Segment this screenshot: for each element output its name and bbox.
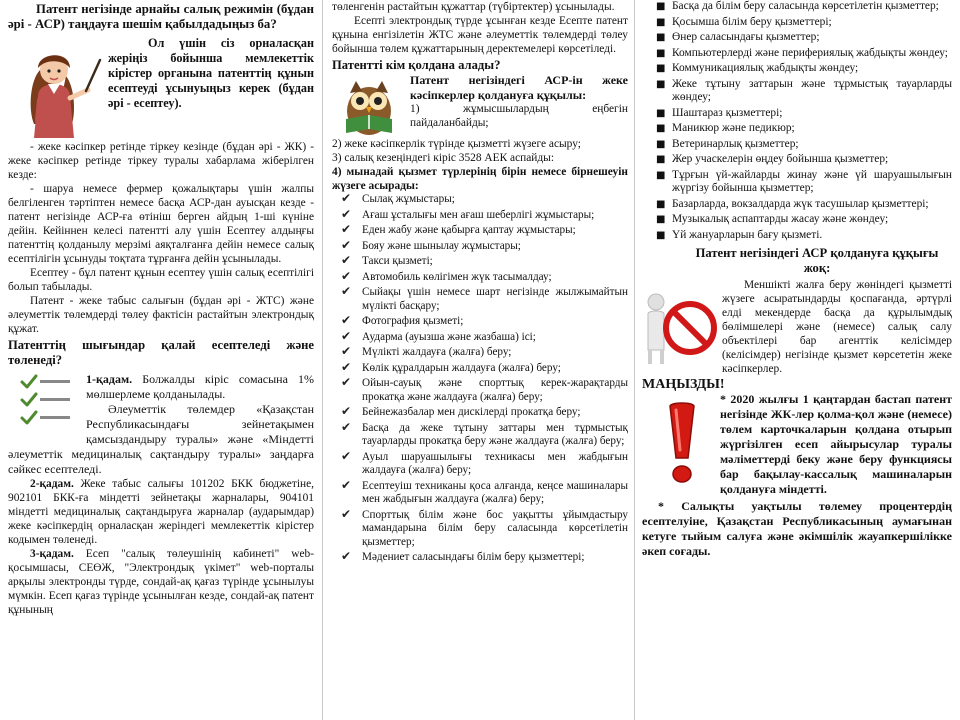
activity-text: Басқа да жеке тұтыну заттары мен тұрмыстық тауарларды прокатқа беру және жалдауға (жалға) беру; <box>362 421 628 447</box>
activity-item <box>642 229 952 243</box>
activity-item <box>642 47 952 61</box>
activity-text: Музыкалық аспаптарды жасау және жөндеу; <box>672 213 889 225</box>
step-2-title: 2-қадам. <box>30 478 74 490</box>
activity-item <box>332 506 628 550</box>
check-icon: ✔ <box>341 313 352 327</box>
square-bullet-icon: ■ <box>656 138 666 150</box>
important-heading: МАҢЫЗДЫ! <box>642 377 725 392</box>
exclamation-icon <box>652 400 712 490</box>
square-bullet-icon: ■ <box>656 16 666 28</box>
check-icon: ✔ <box>341 477 352 492</box>
activity-text: Аударма (ауызша және жазбаша) ісі; <box>362 330 536 343</box>
activity-item <box>332 551 628 565</box>
activity-item <box>642 78 952 105</box>
activity-item <box>642 31 952 45</box>
step-1-title: 1-қадам. <box>86 372 133 386</box>
column-right <box>640 0 956 720</box>
intro-text: Ол үшін сіз орналасқан жеріңіз бойынша мемлекеттік кірістер органына патенттің құнын есептеуді ұсынуыңыз керек (бұдан әрі - есептеу). <box>108 36 314 110</box>
activity-text: Көлік құралдарын жалдауға (жалға) беру; <box>362 361 561 374</box>
activity-text: Ветеринарлық қызметтер; <box>672 137 799 150</box>
subheading: Патент негізіндегі АСР-ін жеке кәсіпкерлер қолдануға құқылы: <box>410 73 628 102</box>
leaflet-title: Патент негізінде арнайы салық режимін (бұдан әрі - АСР) таңдауға шешім қабылдадыңыз ба? <box>8 2 314 31</box>
square-bullet-icon: ■ <box>656 123 666 134</box>
paragraph: төленгенін растайтын құжаттар (түбіртектер) ұсынылады. <box>332 1 615 13</box>
activity-text: Автомобиль көлігімен жүк тасымалдау; <box>362 270 552 283</box>
activity-text: Ағаш ұсталығы мен ағаш шеберлігі жұмыстары; <box>362 208 595 221</box>
activity-list-continued <box>642 0 952 242</box>
check-icon: ✔ <box>341 253 352 267</box>
activity-item <box>332 359 628 376</box>
square-bullet-icon: ■ <box>656 47 666 59</box>
activity-item <box>332 477 628 507</box>
activity-item <box>642 169 952 196</box>
activity-text: Фотография қызметі; <box>362 315 464 327</box>
check-icon: ✔ <box>341 359 352 374</box>
activity-item <box>642 16 952 30</box>
activity-item <box>332 268 628 285</box>
activity-item <box>642 62 952 76</box>
activity-item <box>642 122 952 136</box>
activity-text: Бояу және шынылау жұмыстары; <box>362 239 521 252</box>
important-note: * 2020 жылғы 1 қаңтардан бастап патент негізінде ЖК-лер қолма-қол және (немесе) төлем карточкаларын қолдана отырып жүргізілген есеп айырысулар туралы мәліметтерді беку және беру функциясы бар бақылау-кассалық машиналарын қолдануға міндетті. <box>720 392 952 496</box>
activity-text: Басқа да білім беру саласында көрсетілетін қызметтер; <box>672 0 939 12</box>
square-bullet-icon: ■ <box>656 214 666 225</box>
activity-item <box>642 153 952 167</box>
check-icon: ✔ <box>341 419 352 434</box>
activity-item <box>332 448 628 478</box>
paragraph: Әлеуметтік төлемдер «Қазақстан Республикасындағы зейнетақымен қамсыздандыру туралы» және «Міндетті әлеуметтік медициналық сақтандыру туралы» заңдарға сәйкес есептеледі. <box>8 402 314 476</box>
step-3-text: Есеп "салық төлеушінің кабинеті" web-қосымшасы, СЕӨЖ, "Электрондық үкімет" web-порталы арқылы электронды түрде, сондай-ақ қағаз түрінде ұсынылуы мүмкін. Есеп қағаз түрінде ұсынылған кезде, сондай-ақ патент құнының <box>8 548 314 616</box>
activity-text: Такси қызметі; <box>362 255 433 267</box>
check-icon: ✔ <box>341 237 352 252</box>
activity-text: Ауыл шаруашылығы техникасы мен жабдығын жалдауға (жалға) беру; <box>362 450 628 476</box>
activity-text: Жер учаскелерін өңдеу бойынша қызметтер; <box>672 153 889 165</box>
activity-text: Спорттық білім және бос уақытты ұйымдастыру мамандарына білім беру саласында көрсетілетін қызметтер; <box>362 508 628 548</box>
square-bullet-icon: ■ <box>656 169 666 181</box>
activity-text: Еден жабу және қабырға қаптау жұмыстары; <box>362 224 576 236</box>
activity-item <box>332 286 628 313</box>
section-heading: Патенттің шығындар қалай есептеледі және төленеді? <box>8 338 314 367</box>
paragraph: - шаруа немесе фермер қожалықтары үшін жалпы белгіленген тәртіптен немесе басқа АСР-дан ауысқан кезде - патент негізінде АСР-ға өтініш берген айдың 1-ші күніне дейін. Кейіннен келесі патентті алу үшін Есептеу алдыңғы патенттің қолданылу мерзімі аяқталғанға дейін немесе салық есептілігін ұсынуды тоқтата тұрғанға дейін ұсынылады. <box>8 183 314 265</box>
step-3 <box>8 547 314 617</box>
teacher-illustration <box>16 40 102 140</box>
section-heading: Патент негізіндегі АСР қолдануға құқығы жоқ: <box>695 246 939 275</box>
paragraph: Патент - жеке табыс салығын (бұдан әрі - ЖТС) және әлеуметтік төлемдерді төлеу фактісін растайтын электрондық құжат. <box>8 295 314 335</box>
prohibition-sign-illustration <box>642 280 718 366</box>
paragraph: - жеке кәсіпкер ретінде тіркеу кезінде (бұдан әрі - ЖК) - жеке кәсіпкер ретінде тіркеу туралы хабарлама жіберілген кезде: <box>8 141 314 181</box>
paragraph: Есептеу - бұл патент құнын есептеу үшін салық есептілігі болып табылады. <box>8 267 314 293</box>
check-icon: ✔ <box>341 206 352 221</box>
step-2 <box>8 477 314 547</box>
check-icon: ✔ <box>341 222 352 236</box>
step-3-title: 3-қадам. <box>30 548 74 560</box>
column-middle <box>330 0 630 720</box>
checklist-icon <box>18 372 78 434</box>
activity-text: Есептеуіш техниканы қоса алғанда, кеңсе машиналары мен жабдығын жалдауға (жалға) беру; <box>362 479 628 505</box>
important-note: * Салықты уақтылы төлемеу процентердің есептелуіне, Қазақстан Республикасының аумағынан кетуге тыйым салуға және әкімшілік жауапкершілікке әкеп соғады. <box>642 499 952 558</box>
square-bullet-icon: ■ <box>656 229 666 241</box>
activity-text: Маникюр және педикюр; <box>672 122 795 134</box>
activity-text: Базарларда, вокзалдарда жүк тасушылар қызметтері; <box>672 197 929 210</box>
activity-item <box>332 315 628 329</box>
activity-text: Бейнежазбалар мен дискілерді прокатқа беру; <box>362 406 581 418</box>
activity-item <box>332 237 628 254</box>
activity-item <box>332 255 628 269</box>
check-icon: ✔ <box>341 268 352 283</box>
column-left <box>2 0 318 720</box>
activity-text: Мүлікті жалдауға (жалға) беру; <box>362 346 512 358</box>
activity-list <box>332 193 628 565</box>
square-bullet-icon: ■ <box>656 78 666 90</box>
activity-item <box>642 138 952 152</box>
check-icon: ✔ <box>341 506 352 521</box>
condition-item: 2) жеке кәсіпкерлік түрінде қызметті жүзеге асыру; <box>332 138 581 150</box>
check-icon: ✔ <box>341 284 352 298</box>
check-icon: ✔ <box>341 328 352 343</box>
activity-text: Өнер саласындағы қызметтер; <box>672 31 820 43</box>
activity-item <box>332 406 628 420</box>
activity-text: Үй жануарларын бағу қызметі. <box>672 228 823 241</box>
condition-item: 4) мынадай қызмет түрлерінің бірін немесе бірнешеуін жүзеге асырады: <box>332 166 628 192</box>
activity-item <box>332 346 628 360</box>
activity-text: Коммуникациялық жабдықты жөндеу; <box>672 62 859 74</box>
step-2-text: Жеке табыс салығы 101202 БКК бюджетіне, 902101 БКК-ға міндетті зейнетақы жарналары, 904101 міндетті медициналық сақтандыруға жарналар (аударымдар) жеке кәсіпкердің орналасқан жеріндегі мемлекеттік кірістер кодымен төленеді. <box>8 478 314 546</box>
check-icon: ✔ <box>341 375 352 389</box>
square-bullet-icon: ■ <box>656 32 666 43</box>
condition-item: 3) салық кезеңіндегі кіріс 3528 АЕК аспайды: <box>332 152 554 164</box>
activity-text: Қосымша білім беру қызметтері; <box>672 15 832 28</box>
activity-item <box>642 0 952 14</box>
column-divider <box>634 0 635 720</box>
activity-text: Мәдениет саласындағы білім беру қызметтері; <box>362 551 585 563</box>
activity-item <box>332 206 628 223</box>
activity-text: Ойын-сауық және спорттық керек-жарақтарды прокатқа және жалдауға (жалға) беру; <box>362 377 628 403</box>
activity-text: Тұрғын үй-жайларды жинау және үй шаруашылығын жүргізу бойынша қызметтер; <box>672 168 952 194</box>
section-heading: Патентті кім қолдана алады? <box>332 58 501 72</box>
activity-text: Сылақ жұмыстары; <box>362 193 455 205</box>
activity-item <box>332 224 628 238</box>
square-bullet-icon: ■ <box>656 1 666 12</box>
owl-reading-illustration <box>336 75 402 137</box>
activity-item <box>332 328 628 345</box>
activity-text: Жеке тұтыну заттарын және тұрмыстық тауарларды жөндеу; <box>672 77 952 103</box>
activity-text: Шаштараз қызметтері; <box>672 106 783 119</box>
square-bullet-icon: ■ <box>656 63 666 74</box>
activity-item <box>642 107 952 121</box>
no-right-text: Меншікті жалға беру жөніндегі қызметті жүзеге асыратындарды қоспағанда, әртүрлі елді мекендерде басқа да құрылымдық бөлімшелері және (немесе) салық салу объектілері бар агенттік келісімдер (келісімдер) негізінде қызмет көрсететін жеке кәсіпкерлер. <box>722 279 952 375</box>
activity-item <box>332 419 628 449</box>
step-1-text: Болжалды кіріс сомасына 1% мөлшерлеме қолданылады. <box>86 372 314 401</box>
check-icon: ✔ <box>341 448 352 463</box>
activity-text: Компьютерлерді және перифериялық жабдықты жөндеу; <box>672 46 948 59</box>
condition-item: 1) жұмысшылардың еңбегін пайдаланбайды; <box>410 103 628 129</box>
activity-item <box>332 377 628 404</box>
activity-item <box>642 213 952 227</box>
check-icon: ✔ <box>341 344 352 358</box>
check-icon: ✔ <box>341 549 352 563</box>
paragraph: Есепті электрондық түрде ұсынған кезде Есепте патент құнына енгізілетін ЖТС және әлеуметтік төлемдерді төлеу бойынша төлем құжаттарының деректемелері көрсетіледі. <box>332 15 628 55</box>
square-bullet-icon: ■ <box>656 198 666 210</box>
check-icon: ✔ <box>341 191 352 205</box>
square-bullet-icon: ■ <box>656 154 666 165</box>
check-icon: ✔ <box>341 404 352 418</box>
activity-item <box>332 193 628 207</box>
column-divider <box>322 0 323 720</box>
activity-text: Сыйақы үшін немесе шарт негізінде жылжымайтын мүлікті басқару; <box>362 286 628 312</box>
activity-item <box>642 198 952 212</box>
square-bullet-icon: ■ <box>656 107 666 119</box>
